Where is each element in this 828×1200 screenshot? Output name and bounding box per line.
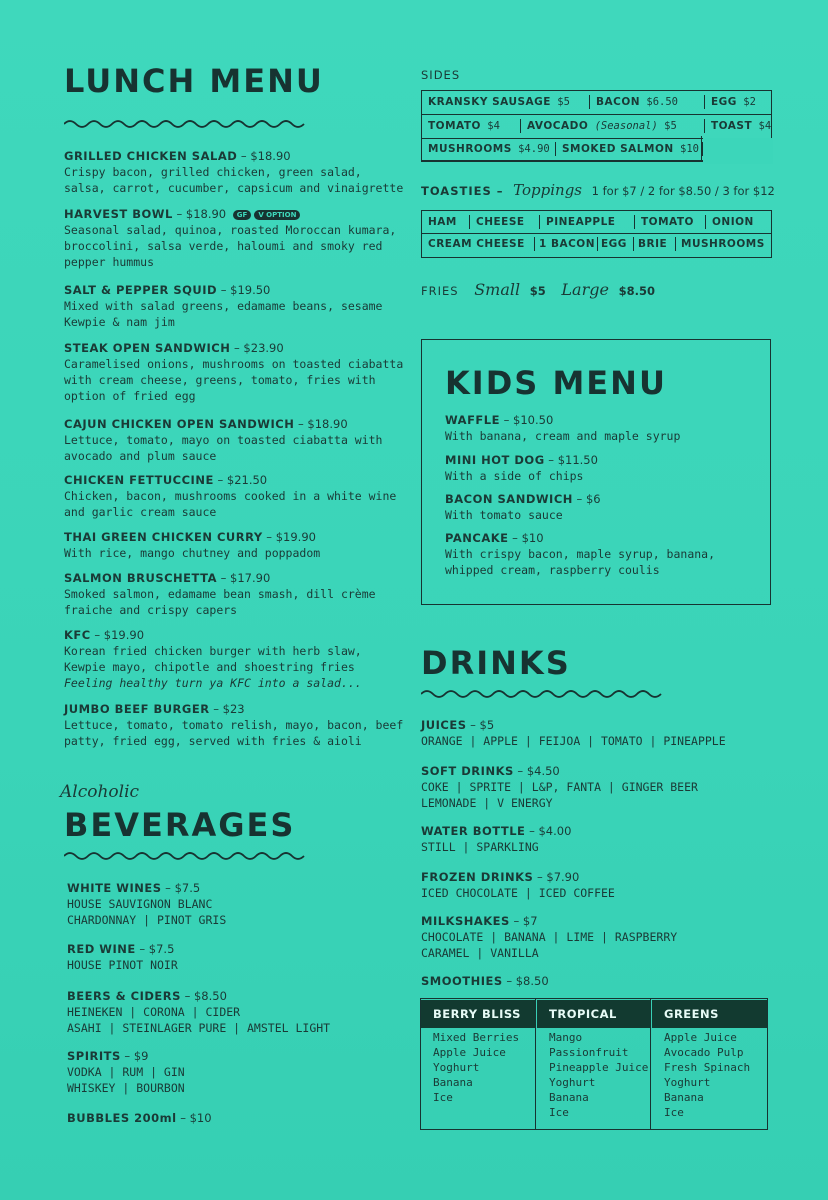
smoothie-header-tropical: TROPICAL [537, 1000, 650, 1028]
wavy-divider-lunch [64, 118, 310, 130]
drink-item-price: – $8.50 [502, 974, 549, 988]
beverage-item-price: – $9 [120, 1049, 149, 1063]
lunch-item [64, 472, 404, 520]
kids-item-name: WAFFLE [445, 413, 500, 427]
drink-item-name: WATER BOTTLE [421, 824, 526, 838]
dietary-badge: V OPTION [254, 210, 300, 220]
kids-item-price: – $10 [508, 531, 544, 545]
beverage-item-heading [67, 988, 407, 1004]
lunch-item-description: Lettuce, tomato, mayo on toasted ciabatta with avocado and plum sauce [64, 433, 383, 463]
beverage-item-heading [67, 941, 407, 957]
drink-item-description: CHOCOLATE | BANANA | LIME | RASPBERRY CARAMEL | VANILLA [421, 930, 678, 960]
beverage-item-name: RED WINE [67, 942, 136, 956]
drink-item [421, 763, 791, 811]
drink-item-price: – $7 [509, 914, 538, 928]
lunch-item-price: – $18.90 [172, 207, 230, 221]
beverage-item-name: BUBBLES 200ml [67, 1111, 177, 1125]
toasties-header: TOASTIES – Toppings 1 for $7 / 2 for $8.50 / 3 for $12 [421, 181, 775, 199]
kids-item-description: With tomato sauce [445, 508, 563, 522]
beverage-item [67, 1110, 407, 1126]
lunch-item-heading [64, 570, 404, 586]
lunch-item-price: – $18.90 [237, 149, 291, 163]
drink-item [421, 823, 791, 855]
beverage-item-name: WHITE WINES [67, 881, 162, 895]
smoothie-header-greens: GREENS [652, 1000, 767, 1028]
beverage-item-price: – $7.5 [135, 942, 175, 956]
lunch-item-heading [64, 148, 404, 164]
kids-item [445, 452, 765, 484]
topping-ham: HAM [422, 215, 470, 229]
kids-menu-title: KIDS MENU [445, 364, 667, 402]
topping-onion: ONION [712, 216, 754, 228]
drink-item-heading [421, 763, 791, 779]
kids-item-name: PANCAKE [445, 531, 509, 545]
beverage-item-description: HOUSE SAUVIGNON BLANC CHARDONNAY | PINOT GRIS [67, 897, 227, 927]
dietary-badge: GF [233, 210, 252, 220]
kids-item-heading [445, 491, 765, 507]
lunch-item-price: – $19.90 [262, 530, 316, 544]
smoothie-ingredients-tropical: Mango Passionfruit Pineapple Juice Yoghurt Banana Ice [549, 1031, 649, 1119]
lunch-item-price: – $23.90 [230, 341, 284, 355]
drink-item-name: MILKSHAKES [421, 914, 510, 928]
wavy-divider-drinks [421, 688, 667, 700]
drink-item-heading [421, 973, 791, 989]
lunch-item-name: CHICKEN FETTUCCINE [64, 473, 214, 487]
topping-cheese: CHEESE [470, 215, 540, 229]
sides-label: SIDES [421, 68, 461, 82]
lunch-item-name: HARVEST BOWL [64, 207, 173, 221]
topping-brie: BRIE [634, 237, 676, 251]
drink-item-heading [421, 823, 791, 839]
beverage-item [67, 941, 407, 973]
lunch-item-price: – $18.90 [294, 417, 348, 431]
kids-item-price: – $10.50 [499, 413, 554, 427]
fries-row: FRIES Small $5 Large $8.50 [421, 280, 655, 299]
drink-item [421, 717, 791, 749]
lunch-item-name: SALT & PEPPER SQUID [64, 283, 218, 297]
lunch-item-description: Korean fried chicken burger with herb slaw, Kewpie mayo, chipotle and shoestring fries [64, 644, 362, 674]
kids-item [445, 530, 765, 578]
drink-item-name: FROZEN DRINKS [421, 870, 534, 884]
beverage-item-description: HEINEKEN | CORONA | CIDER ASAHI | STEINLAGER PURE | AMSTEL LIGHT [67, 1005, 331, 1035]
lunch-item-price: – $23 [209, 702, 245, 716]
side-smoked-salmon: SMOKED SALMON $10 [556, 142, 703, 156]
wavy-divider-beverages [64, 850, 310, 862]
lunch-item-description: Lettuce, tomato, tomato relish, mayo, bacon, beef patty, fried egg, served with fries & aioli [64, 718, 404, 748]
beverage-item [67, 1048, 407, 1096]
drink-item-price: – $7.90 [533, 870, 580, 884]
smoothie-header-berry-bliss: BERRY BLISS [421, 1000, 535, 1028]
kids-item-price: – $11.50 [544, 453, 598, 467]
drinks-title: DRINKS [421, 644, 571, 682]
lunch-item-description: Crispy bacon, grilled chicken, green salad, salsa, carrot, cucumber, capsicum and vinaigrette [64, 165, 404, 195]
lunch-item-heading [64, 416, 404, 432]
drink-item [421, 913, 791, 961]
topping-bacon: 1 BACON [535, 237, 598, 251]
topping-egg: EGG [598, 237, 634, 251]
drink-item-heading [421, 913, 791, 929]
drink-item-name: JUICES [421, 718, 467, 732]
lunch-item-heading [64, 340, 404, 356]
kids-item-heading [445, 412, 765, 428]
drink-item-description: ORANGE | APPLE | FEIJOA | TOMATO | PINEAPPLE [421, 734, 726, 748]
kids-item [445, 491, 765, 523]
kids-item-name: BACON SANDWICH [445, 492, 573, 506]
kids-item-heading [445, 452, 765, 468]
side-kransky: KRANSKY SAUSAGE $5 [422, 95, 590, 109]
beverage-item-price: – $10 [176, 1111, 212, 1125]
beverage-item [67, 988, 407, 1036]
kids-item [445, 412, 765, 444]
side-toast: TOAST $4 [711, 120, 772, 132]
lunch-item [64, 529, 404, 561]
lunch-item-description: Seasonal salad, quinoa, roasted Moroccan kumara, broccolini, salsa verde, haloumi and smoky red pepper hummus [64, 223, 397, 269]
drink-item [421, 973, 791, 989]
beverage-item-name: SPIRITS [67, 1049, 121, 1063]
drink-item-name: SMOOTHIES [421, 974, 503, 988]
lunch-item-name: SALMON BRUSCHETTA [64, 571, 217, 585]
lunch-item-description: Smoked salmon, edamame bean smash, dill crème fraiche and crispy capers [64, 587, 376, 617]
drink-item-price: – $4.00 [525, 824, 572, 838]
lunch-item-note: Feeling healthy turn ya KFC into a salad... [64, 676, 362, 690]
lunch-item [64, 627, 404, 691]
lunch-item-name: CAJUN CHICKEN OPEN SANDWICH [64, 417, 295, 431]
side-egg: EGG $2 [711, 96, 756, 108]
lunch-item-heading [64, 529, 404, 545]
topping-tomato: TOMATO [635, 215, 706, 229]
lunch-item [64, 570, 404, 618]
lunch-item-name: THAI GREEN CHICKEN CURRY [64, 530, 263, 544]
kids-item-heading [445, 530, 765, 546]
side-tomato: TOMATO $4 [422, 119, 521, 133]
beverage-item-price: – $8.50 [180, 989, 227, 1003]
drink-item-description: STILL | SPARKLING [421, 840, 539, 854]
lunch-item-heading [64, 627, 404, 643]
lunch-item [64, 206, 404, 270]
lunch-item-heading [64, 206, 404, 222]
topping-pineapple: PINEAPPLE [540, 215, 635, 229]
side-avocado: AVOCADO (Seasonal) $5 [521, 119, 705, 133]
lunch-item-heading [64, 701, 404, 717]
beverage-item-heading [67, 880, 407, 896]
lunch-item [64, 282, 404, 330]
lunch-item-heading [64, 472, 404, 488]
beverage-item-heading [67, 1048, 407, 1064]
beverage-item-description: VODKA | RUM | GIN WHISKEY | BOURBON [67, 1065, 185, 1095]
beverage-item-price: – $7.5 [161, 881, 201, 895]
kids-item-price: – $6 [572, 492, 601, 506]
topping-cream-cheese: CREAM CHEESE [422, 237, 535, 251]
toasties-grid [421, 210, 772, 258]
drink-item-description: COKE | SPRITE | L&P, FANTA | GINGER BEER LEMONADE | V ENERGY [421, 780, 698, 810]
lunch-menu-title: LUNCH MENU [64, 62, 324, 100]
beverage-item [67, 880, 407, 928]
lunch-item-price: – $17.90 [216, 571, 271, 585]
toppings-script: Toppings [513, 181, 582, 199]
lunch-item-name: KFC [64, 628, 91, 642]
lunch-item-price: – $21.50 [213, 473, 268, 487]
drink-item-price: – $5 [466, 718, 495, 732]
lunch-item-price: – $19.50 [217, 283, 271, 297]
kids-item-description: With crispy bacon, maple syrup, banana, whipped cream, raspberry coulis [445, 547, 716, 577]
kids-item-description: With a side of chips [445, 469, 584, 483]
smoothie-ingredients-berry-bliss: Mixed Berries Apple Juice Yoghurt Banana Ice [433, 1031, 520, 1104]
drink-item [421, 869, 791, 901]
drink-item-price: – $4.50 [513, 764, 560, 778]
lunch-item [64, 340, 404, 404]
lunch-item-description: Chicken, bacon, mushrooms cooked in a white wine and garlic cream sauce [64, 489, 397, 519]
lunch-item-price: – $19.90 [90, 628, 145, 642]
kids-item-name: MINI HOT DOG [445, 453, 545, 467]
side-bacon: BACON $6.50 [590, 95, 705, 109]
lunch-item-name: JUMBO BEEF BURGER [64, 702, 210, 716]
alcoholic-script-label: Alcoholic [60, 782, 140, 802]
topping-mushrooms: MUSHROOMS [681, 238, 765, 250]
lunch-item-name: GRILLED CHICKEN SALAD [64, 149, 238, 163]
lunch-item [64, 701, 404, 749]
drink-item-heading [421, 717, 791, 733]
lunch-item [64, 416, 404, 464]
lunch-item-name: STEAK OPEN SANDWICH [64, 341, 231, 355]
lunch-item [64, 148, 404, 196]
lunch-item-heading [64, 282, 404, 298]
beverage-item-description: HOUSE PINOT NOIR [67, 958, 178, 972]
drink-item-description: ICED CHOCOLATE | ICED COFFEE [421, 886, 615, 900]
smoothie-ingredients-greens: Apple Juice Avocado Pulp Fresh Spinach Yoghurt Banana Ice [664, 1031, 751, 1119]
drink-item-name: SOFT DRINKS [421, 764, 514, 778]
beverage-item-name: BEERS & CIDERS [67, 989, 181, 1003]
beverages-title: BEVERAGES [64, 806, 296, 844]
drink-item-heading [421, 869, 791, 885]
lunch-item-description: Caramelised onions, mushrooms on toasted ciabatta with cream cheese, greens, tomato, fries with option of fried egg [64, 357, 404, 403]
lunch-item-description: With rice, mango chutney and poppadom [64, 546, 321, 560]
side-mushrooms: MUSHROOMS $4.90 [422, 142, 556, 156]
beverage-item-heading [67, 1110, 407, 1126]
kids-item-description: With banana, cream and maple syrup [445, 429, 681, 443]
lunch-item-description: Mixed with salad greens, edamame beans, sesame Kewpie & nam jim [64, 299, 383, 329]
